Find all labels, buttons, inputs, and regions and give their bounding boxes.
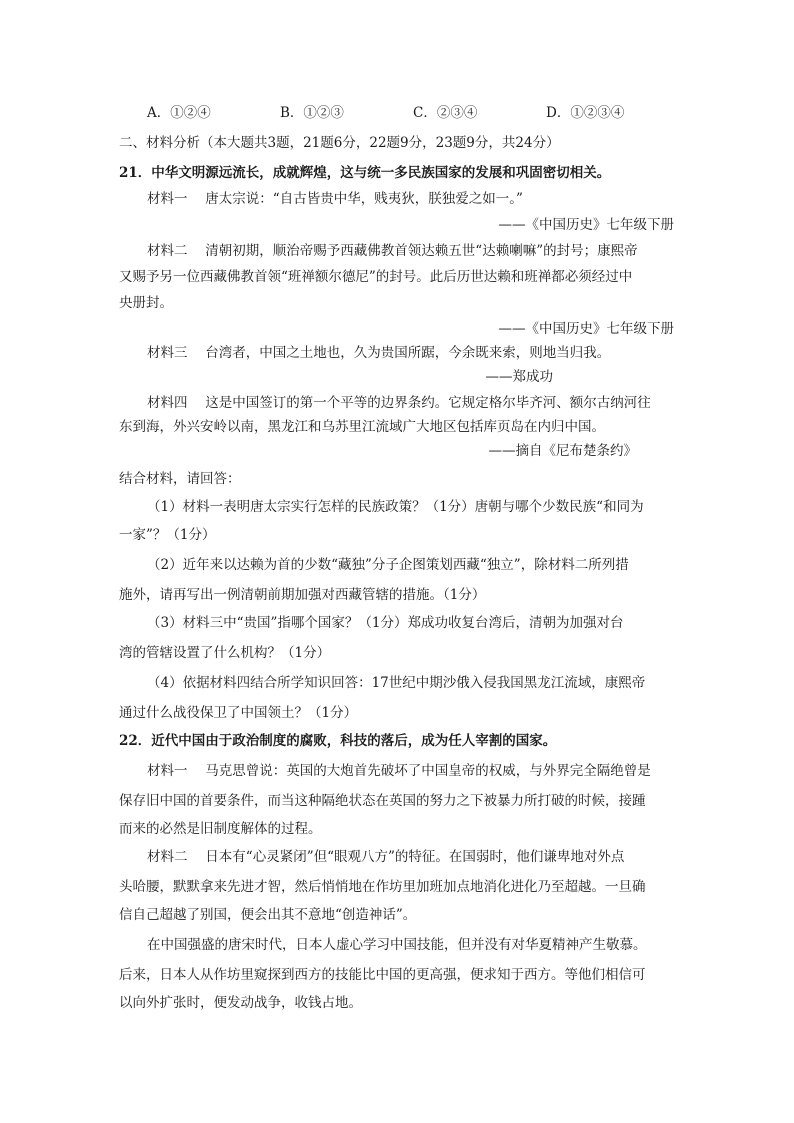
q22-material-1: 材料一 马克思曾说：英国的大炮首先破坏了中国皇帝的权威，与外界完全隔绝曾是 [147, 763, 651, 779]
q21-prompt: 结合材料，请回答： [119, 471, 241, 487]
option-d: D．①②③④ [546, 105, 625, 121]
q21-material-2-source: ——《中国历史》七年级下册 [498, 321, 674, 337]
q22-title: 22．近代中国由于政治制度的腐败，科技的落后，成为任人宰割的国家。 [119, 733, 557, 749]
q21-sub-4-line2: 通过什么战役保卫了中国领土？（1分） [119, 705, 358, 721]
q22-material-2: 材料二 日本有“心灵紧闭”但“眼观八方”的特征。在国弱时，他们谦卑地对外点 [147, 849, 625, 865]
q21-sub-3-line2: 湾的管辖设置了什么机构？（1分） [119, 645, 331, 661]
q22-material-2-line2: 头哈腰，默默拿来先进才智，然后悄悄地在作坊里加班加点地消化进化乃至超越。一旦确 [119, 879, 646, 895]
option-c: C．②③④ [413, 105, 478, 121]
q21-material-2-line2: 又赐予另一位西藏佛教首领“班禅额尔德尼”的封号。此后历世达赖和班禅都必须经过中 [119, 269, 633, 285]
q22-material-1-line2: 保存旧中国的首要条件，而当这种隔绝状态在英国的努力之下被暴力所打破的时候，接踵 [119, 793, 646, 809]
q21-material-3: 材料三 台湾者，中国之土地也，久为贵国所踞，今余既来索，则地当归我。 [147, 345, 611, 361]
section-header: 二、材料分析（本大题共3题，21题6分，22题9分，23题9分，共24分） [119, 135, 560, 151]
q21-sub-3: （3）材料三中“贵国”指哪个国家？（1分）郑成功收复台湾后，清朝为加强对台 [147, 615, 624, 631]
q22-paragraph-line3: 以向外扩张时，便发动战争，收钱占地。 [119, 995, 362, 1011]
q21-sub-1-line2: 一家”？（1分） [119, 527, 216, 543]
option-a: A．①②④ [147, 105, 211, 121]
q21-material-2-line3: 央册封。 [119, 295, 173, 311]
q21-sub-4: （4）依据材料四结合所学知识回答：17世纪中期沙俄入侵我国黑龙江流域，康熙帝 [147, 675, 646, 691]
q22-material-1-line3: 而来的必然是旧制度解体的过程。 [119, 821, 322, 837]
q21-material-1-source: ——《中国历史》七年级下册 [498, 217, 674, 233]
q21-sub-2-line2: 施外，请再写出一例清朝前期加强对西藏管辖的措施。（1分） [119, 587, 486, 603]
q21-material-4: 材料四 这是中国签订的第一个平等的边界条约。它规定格尔毕齐河、额尔古纳河往 [147, 395, 651, 411]
q22-paragraph: 在中国强盛的唐宋时代，日本人虚心学习中国技能，但并没有对华夏精神产生敬慕。 [147, 937, 647, 953]
q21-material-1: 材料一 唐太宗说：“自古皆贵中华，贱夷狄，朕独爱之如一。” [147, 191, 523, 207]
option-b: B．①②③ [280, 105, 344, 121]
q21-material-3-source: ——郑成功 [485, 369, 553, 385]
q21-material-4-line2: 东到海，外兴安岭以南，黑龙江和乌苏里江流域广大地区包括库页岛在内归中国。 [119, 419, 605, 435]
q21-material-2: 材料二 清朝初期，顺治帝赐予西藏佛教首领达赖五世“达赖喇嘛”的封号；康熙帝 [147, 243, 638, 259]
q21-sub-1: （1）材料一表明唐太宗实行怎样的民族政策？（1分）唐朝与哪个少数民族“和同为 [147, 499, 644, 515]
q21-material-4-source: ——摘自《尼布楚条约》 [488, 443, 637, 459]
q21-sub-2: （2）近年来以达赖为首的少数“藏独”分子企图策划西藏“独立”，除材料二所列措 [147, 557, 629, 573]
q22-paragraph-line2: 后来，日本人从作坊里窥探到西方的技能比中国的更高强，便求知于西方。等他们相信可 [119, 967, 646, 983]
q21-title: 21．中华文明源远流长，成就辉煌，这与统一多民族国家的发展和巩固密切相关。 [119, 165, 611, 181]
q22-material-2-line3: 信自己超越了别国，便会出其不意地“创造神话”。 [119, 907, 417, 923]
